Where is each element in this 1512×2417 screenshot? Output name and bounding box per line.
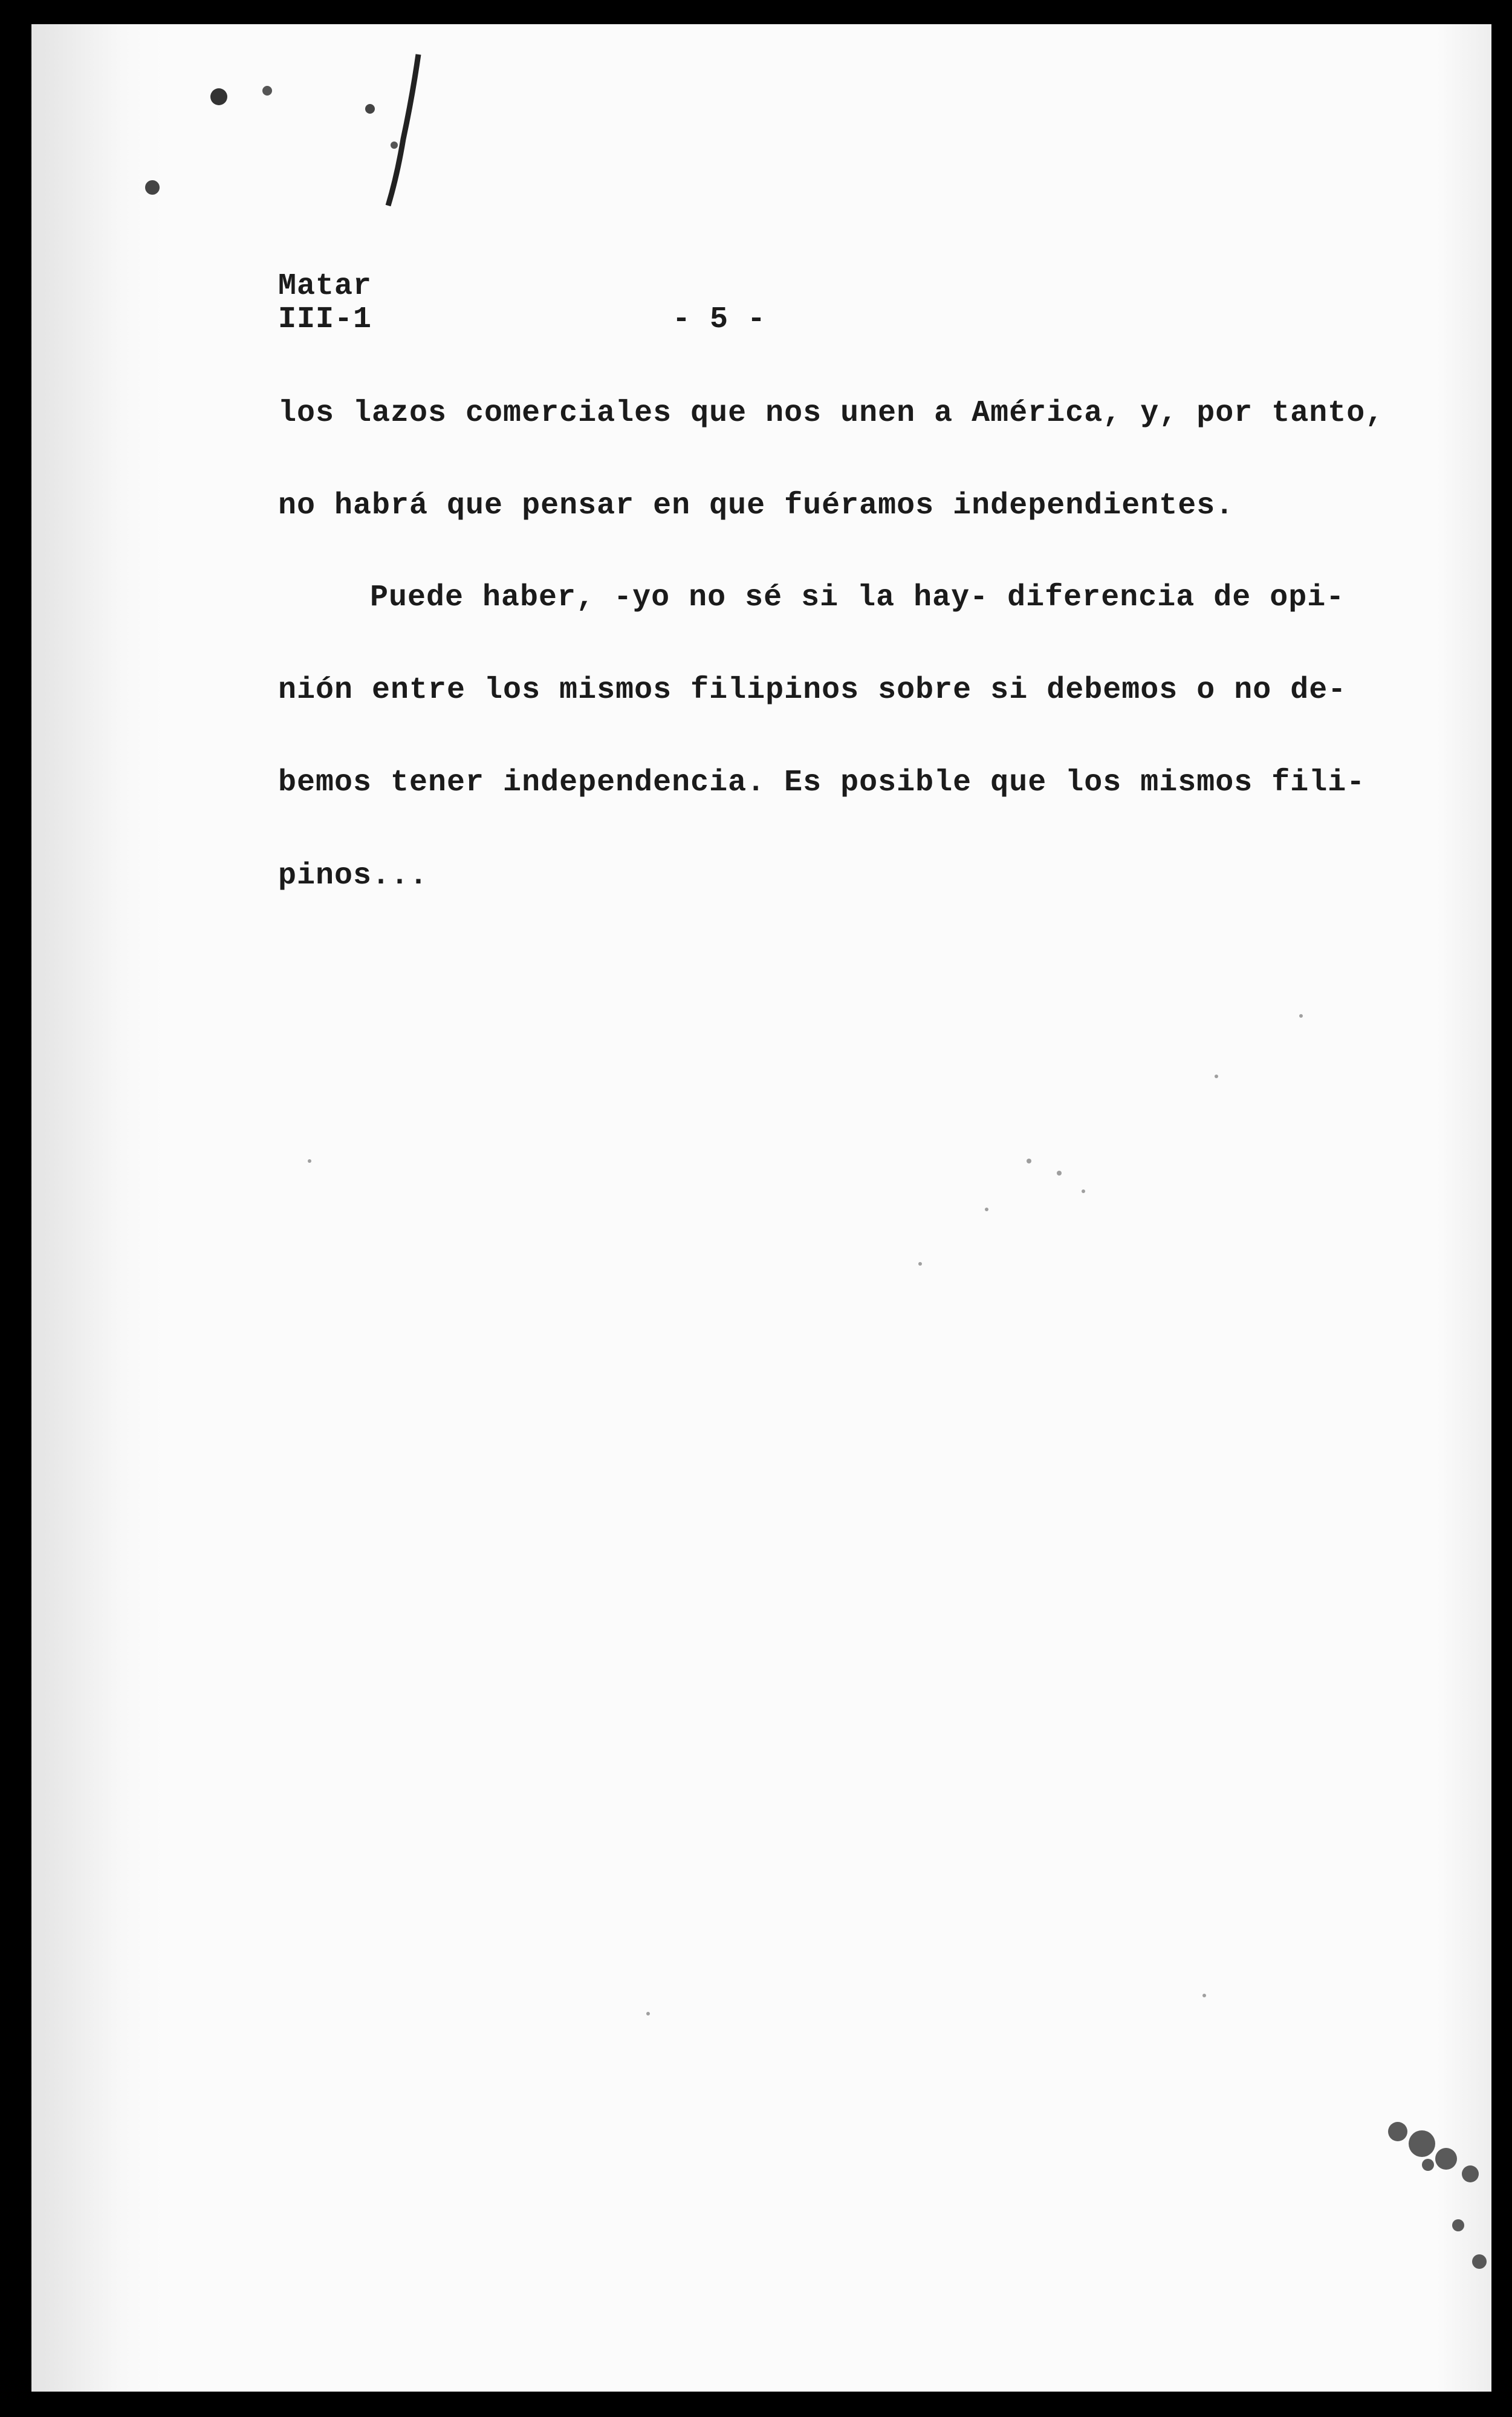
header-code: III-1 bbox=[278, 302, 372, 337]
ink-mark-dot bbox=[365, 104, 375, 114]
ink-mark-dot bbox=[391, 142, 398, 149]
body-line: Puede haber, -yo no sé si la hay- diferencia de opi- bbox=[370, 581, 1345, 615]
scan-marks bbox=[31, 24, 1491, 2392]
page-number: - 5 - bbox=[672, 302, 767, 337]
scan-edge-shadow-right bbox=[1437, 24, 1491, 2392]
body-line: pinos... bbox=[278, 859, 429, 893]
scan-specks bbox=[308, 1014, 1303, 2015]
ink-mark-dot bbox=[210, 88, 227, 105]
body-line: no habrá que pensar en que fuéramos independientes. bbox=[278, 489, 1235, 523]
body-line: los lazos comerciales que nos unen a América, y, por tanto, bbox=[278, 396, 1384, 431]
ink-mark-dot bbox=[262, 86, 272, 96]
scan-edge-shadow-left bbox=[31, 24, 164, 2392]
body-line: bemos tener independencia. Es posible que los mismos fili- bbox=[278, 766, 1366, 800]
header-name: Matar bbox=[278, 269, 372, 304]
ink-mark-stroke bbox=[388, 54, 418, 206]
document-page bbox=[31, 24, 1491, 2392]
body-line: nión entre los mismos filipinos sobre si debemos o no de- bbox=[278, 673, 1347, 708]
